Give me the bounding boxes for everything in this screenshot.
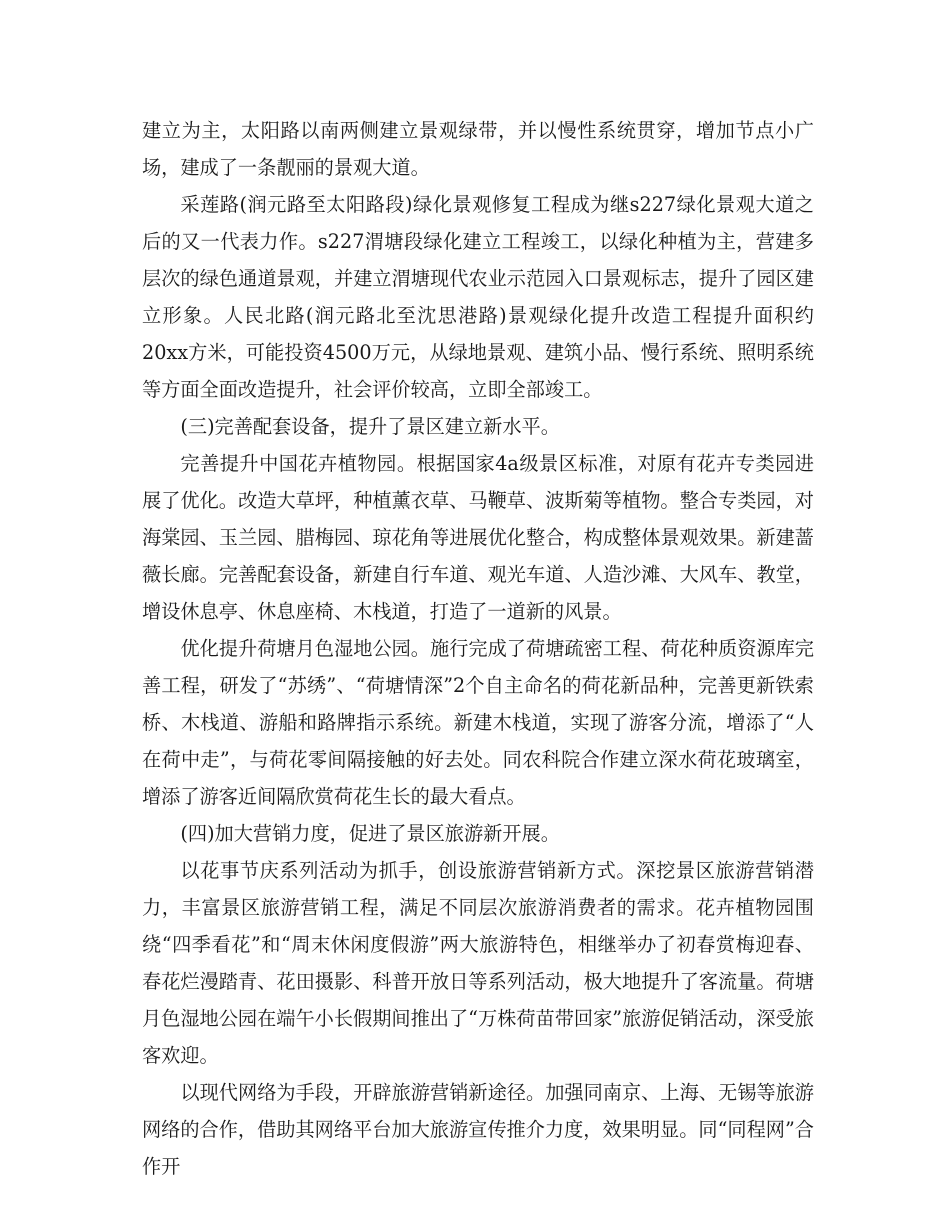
paragraph-caolian-road: 采莲路(润元路至太阳路段)绿化景观修复工程成为继s227绿化景观大道之后的又一代表力作。s227渭塘段绿化建立工程竣工，以绿化种植为主，营建多层次的绿色通道景观，并建立渭塘现代农业示范园入口景观标志，提升了园区建立形象。人民北路(润元路北至沈思港路)景观绿化提升改造工程提升面积约20xx方米，可能投资4500万元，从绿地景观、建筑小品、慢行系统、照明系统等方面全面改造提升，社会评价较高，立即全部竣工。 bbox=[142, 193, 814, 401]
paragraph-continuation: 建立为主，太阳路以南两侧建立景观绿带，并以慢性系统贯穿，增加节点小广场，建成了一条靓丽的景观大道。 bbox=[142, 119, 814, 179]
section-heading-3: (三)完善配套设备，提升了景区建立新水平。 bbox=[180, 415, 560, 438]
document-body bbox=[142, 112, 814, 1185]
paragraph-wetland-park: 优化提升荷塘月色湿地公园。施行完成了荷塘疏密工程、荷花种质资源库完善工程，研发了“苏绣”、“荷塘情深”2个自主命名的荷花新品种，完善更新铁索桥、木栈道、游船和路牌指示系统。新建木栈道，实现了游客分流，增添了“人在荷中走”，与荷花零间隔接触的好去处。同农科院合作建立深水荷花玻璃室，增添了游客近间隔欣赏荷花生长的最大看点。 bbox=[142, 637, 814, 808]
section-heading-4: (四)加大营销力度，促进了景区旅游新开展。 bbox=[180, 822, 560, 845]
paragraph-flower-garden: 完善提升中国花卉植物园。根据国家4a级景区标准，对原有花卉专类园进展了优化。改造大草坪，种植薰衣草、马鞭草、波斯菊等植物。整合专类园，对海棠园、玉兰园、腊梅园、琼花角等进展优化整合，构成整体景观效果。新建蔷薇长廊。完善配套设备，新建自行车道、观光车道、人造沙滩、大风车、教堂，增设休息亭、休息座椅、木栈道，打造了一道新的风景。 bbox=[142, 452, 814, 623]
paragraph-network-marketing: 以现代网络为手段，开辟旅游营销新途径。加强同南京、上海、无锡等旅游网络的合作，借助其网络平台加大旅游宣传推介力度，效果明显。同“同程网”合作开 bbox=[142, 1081, 814, 1178]
paragraph-festival-marketing: 以花事节庆系列活动为抓手，创设旅游营销新方式。深挖景区旅游营销潜力，丰富景区旅游营销工程，满足不同层次旅游消费者的需求。花卉植物园围绕“四季看花”和“周末休闲度假游”两大旅游特色，相继举办了初春赏梅迎春、春花烂漫踏青、花田摄影、科普开放日等系列活动，极大地提升了客流量。荷塘月色湿地公园在端午小长假期间推出了“万株荷苗带回家”旅游促销活动，深受旅客欢迎。 bbox=[142, 859, 814, 1067]
